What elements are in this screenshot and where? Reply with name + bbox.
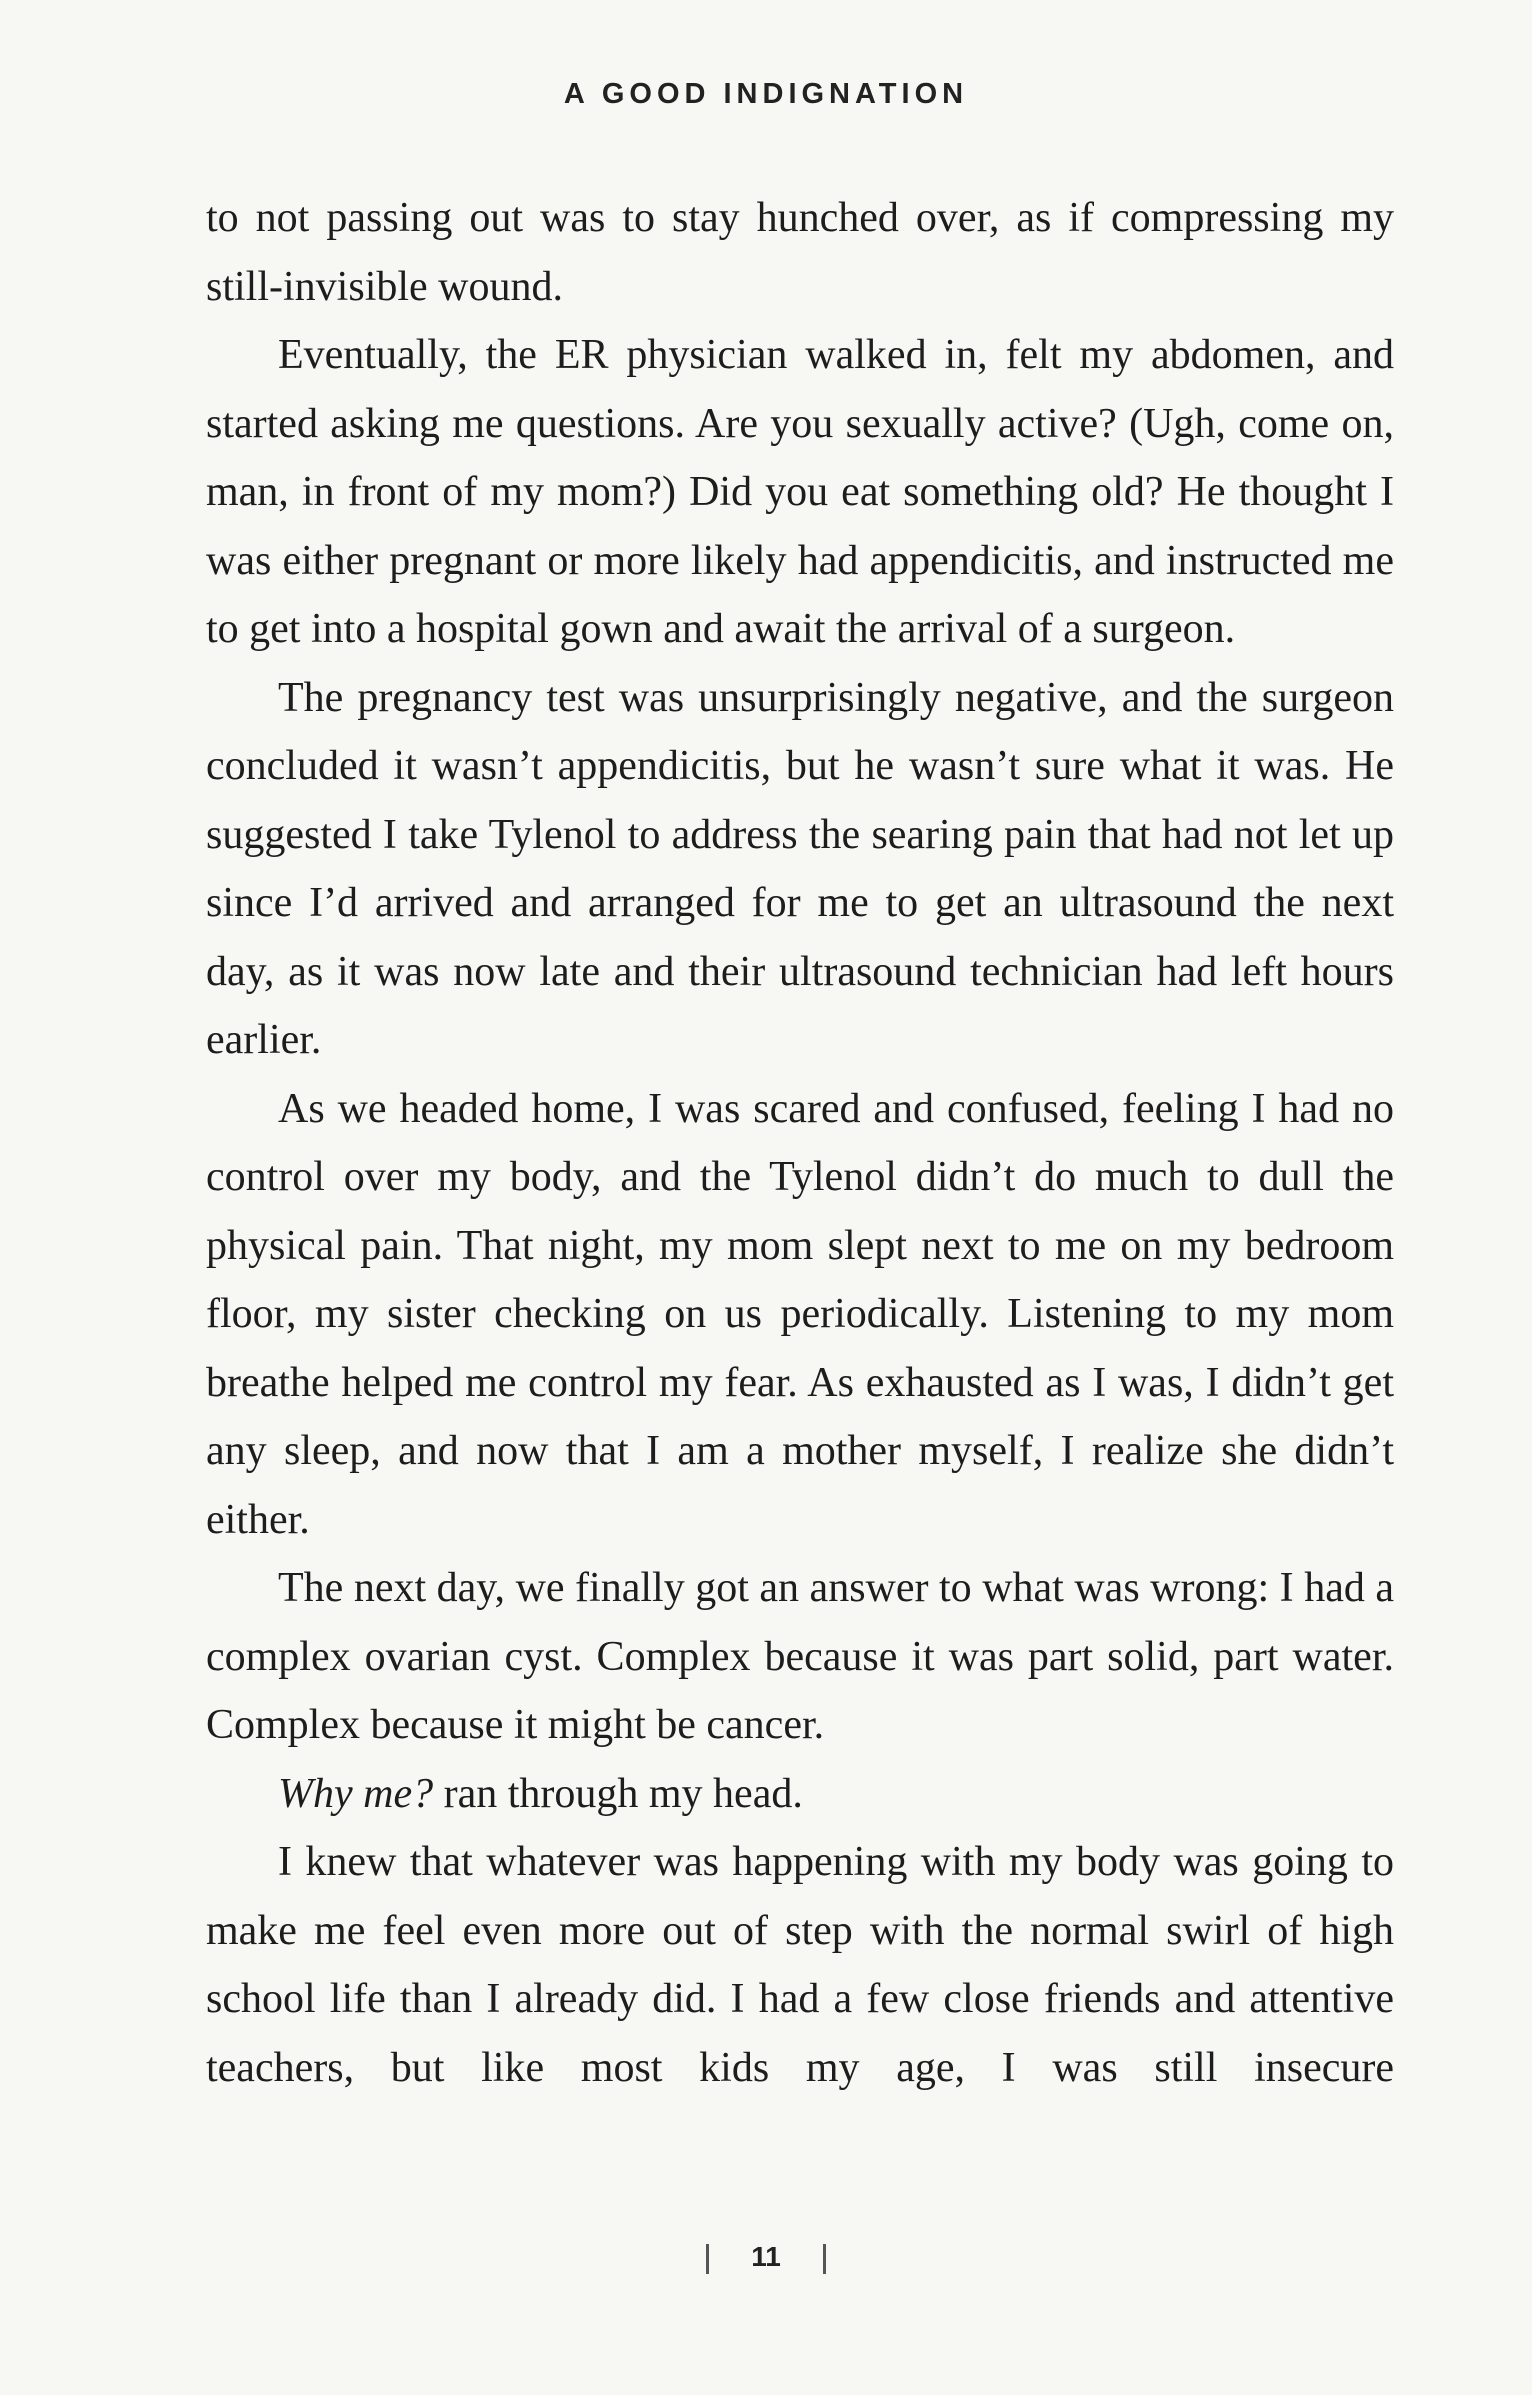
paragraph-1: to not passing out was to stay hunched over, as if compressing my still-invisible wound. — [206, 195, 1394, 310]
paragraph-4: As we headed home, I was scared and confused, feeling I had no control over my body, and the Tylenol didn’t do much to dull the physical pain. That night, my mom slept next to me on my bedroom floor, my sister checking on us periodically. Listening to my mom breathe helped me control my fear. As exhausted as I was, I didn’t get any sleep, and now that I am a mother myself, I realize she didn’t either. — [206, 1085, 1394, 1543]
page-footer — [0, 2241, 1532, 2274]
paragraph-5: The next day, we finally got an answer to what was wrong: I had a complex ovarian cyst. Complex because it was part solid, part water. Complex because it might be cancer. — [206, 1565, 1394, 1748]
paragraph-3: The pregnancy test was unsurprisingly negative, and the surgeon concluded it wasn’t appendicitis, but he wasn’t sure what it was. He suggested I take Tylenol to address the searing pain that had not let up since I’d arrived and arranged for me to get an ultrasound the next day, as it was now late and their ultrasound technician had left hours earlier. — [206, 674, 1394, 1063]
running-header: A GOOD INDIGNATION — [563, 78, 969, 110]
folio-left-bar — [706, 2244, 709, 2274]
paragraph-6 — [206, 1760, 1394, 1829]
folio-right-bar — [823, 2244, 826, 2274]
page-number: 11 — [751, 2241, 781, 2272]
italic-phrase: Why me? — [278, 1770, 434, 1817]
paragraph-7: I knew that whatever was happening with my body was going to make me feel even more out of step with the normal swirl of high school life than I already did. I had a few close friends and attentive teachers, but like most kids my age, I was still insecure — [206, 1839, 1394, 2091]
body-text — [206, 184, 1394, 2102]
paragraph-6-text: ran through my head. — [433, 1770, 803, 1817]
paragraph-2: Eventually, the ER physician walked in, felt my abdomen, and started asking me questions. Are you sexually active? (Ugh, come on, man, in front of my mom?) Did you eat something old? He thought I was either pregnant or more likely had appendicitis, and instructed me to get into a hospital gown and await the arrival of a surgeon. — [206, 332, 1394, 652]
